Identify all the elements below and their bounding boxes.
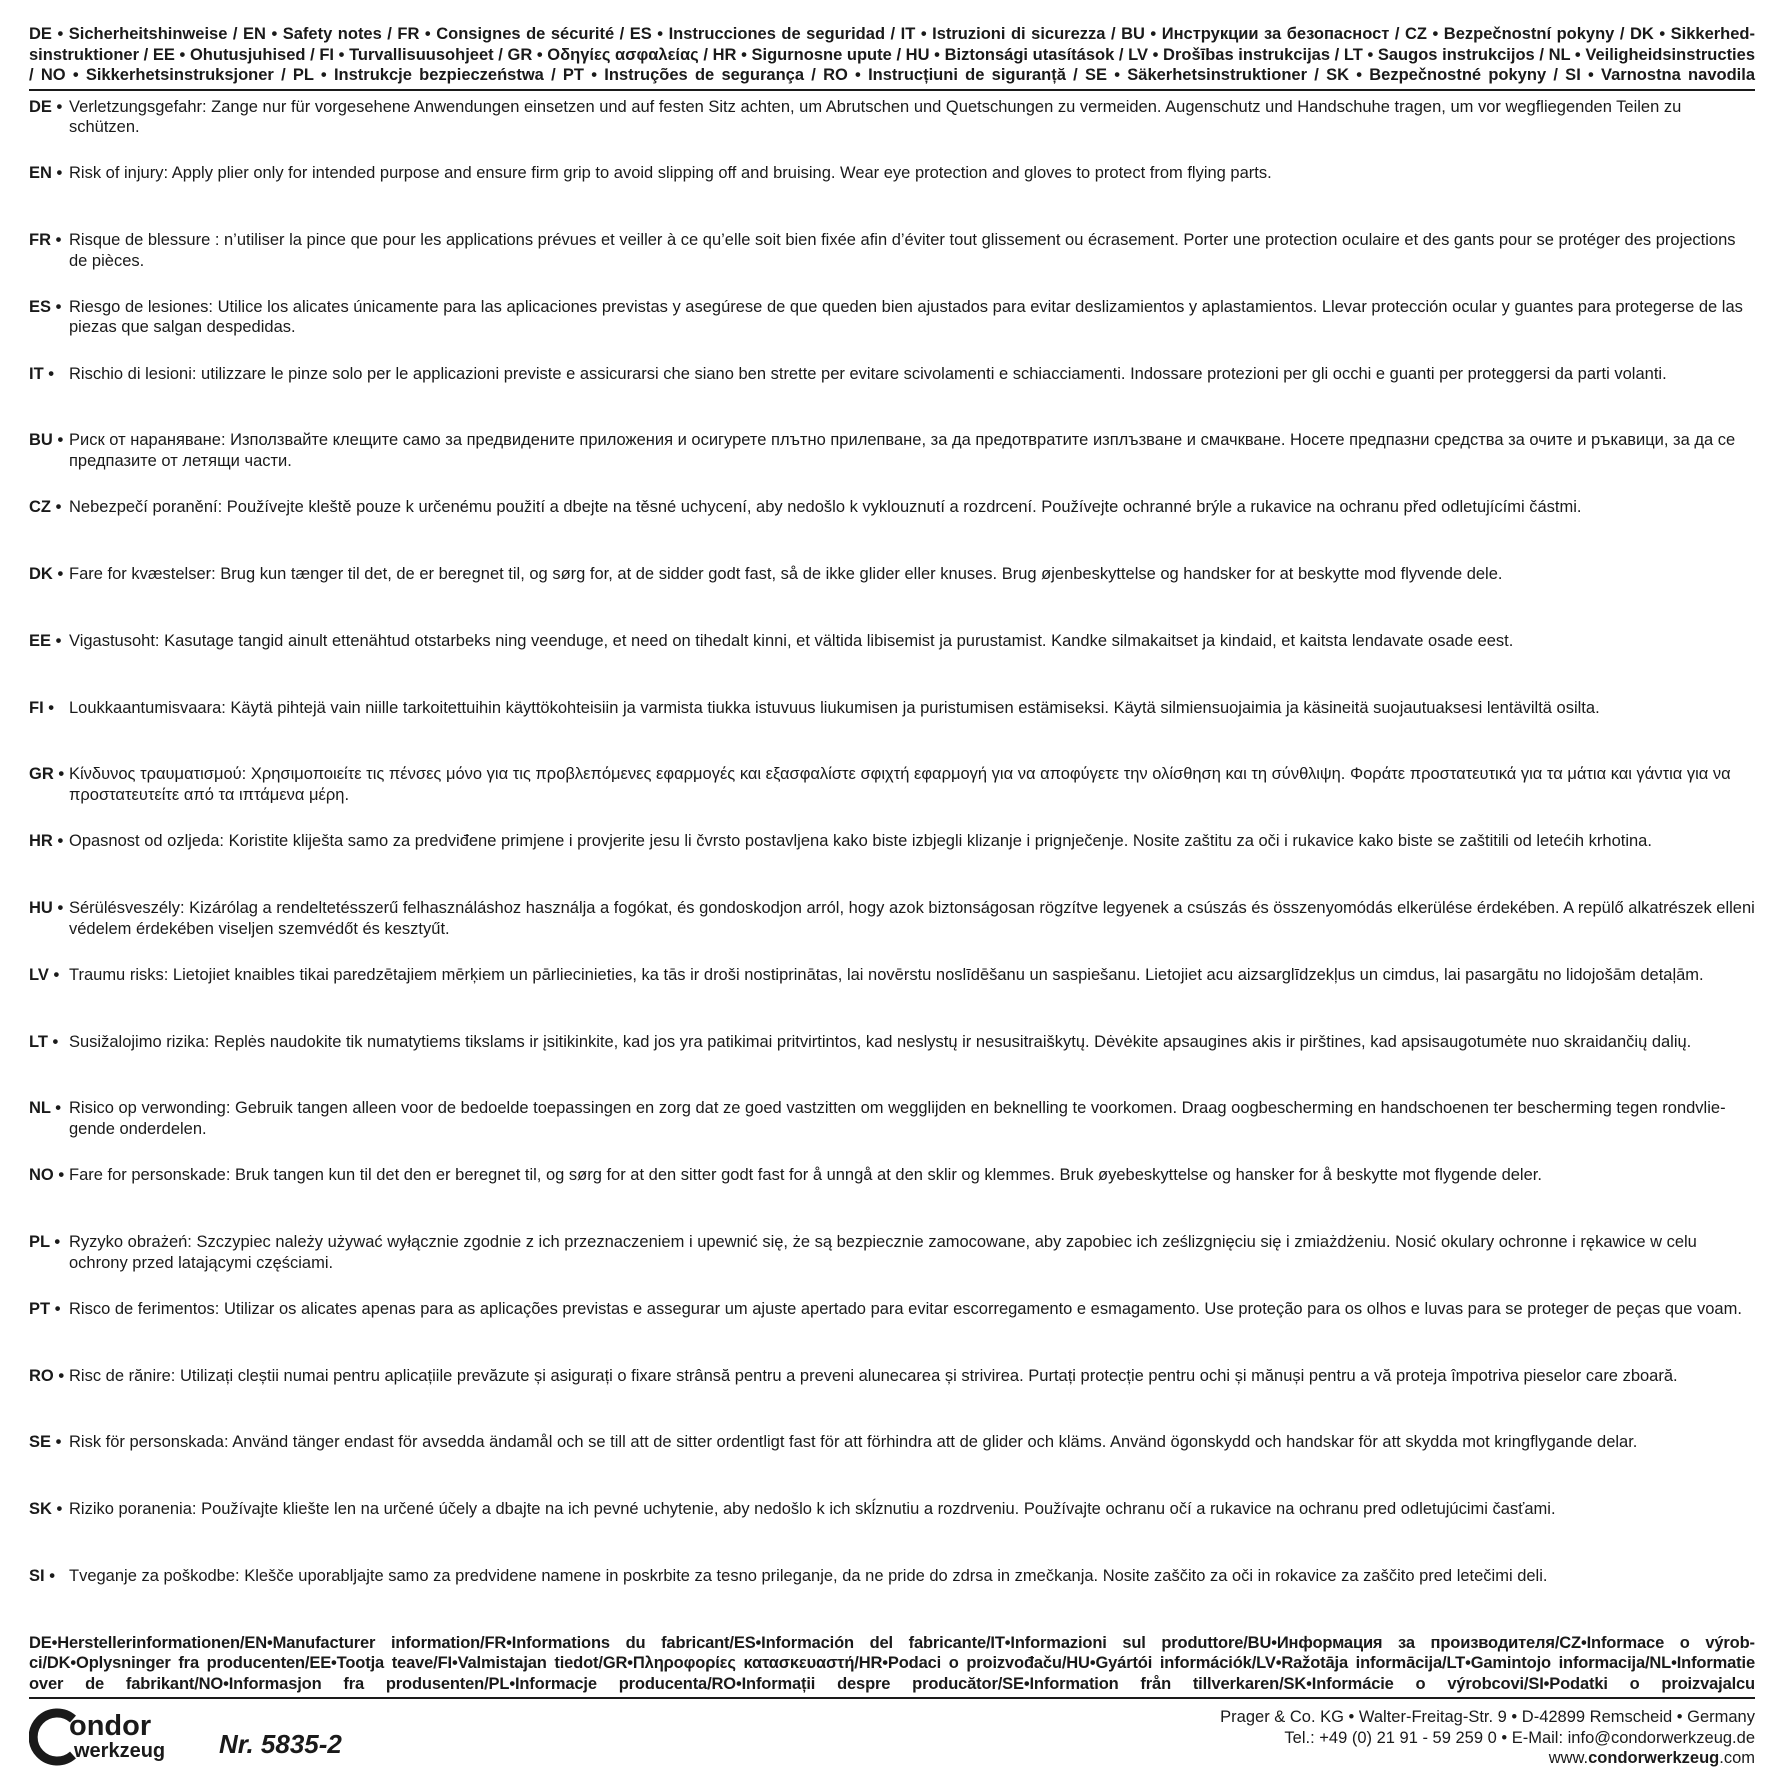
safety-text: Risico op verwonding: Gebruik tangen alleen voor de bedoelde toepassingen en zorg dat ze goed vastzitten om wegglijden en beknelling te voorkomen. Draag oogbescherming en handschoenen ter bescherming tegen rondvliegende onderdelen. <box>69 1099 1726 1138</box>
safety-text: Fare for personskade: Bruk tangen kun til det den er beregnet til, og sørg for at den sitter godt fast for å unngå at den sklir og klemmes. Bruk øyebeskyttelse og hansker for å beskytte mot flygende deler. <box>69 1166 1542 1185</box>
bullet: • <box>55 631 62 650</box>
bullet: • <box>58 765 65 784</box>
bullet: • <box>58 1366 65 1385</box>
website <box>1220 1748 1755 1769</box>
safety-entry-bu <box>29 430 1755 497</box>
language-code <box>29 1366 69 1387</box>
language-code-label: HR <box>29 832 53 851</box>
safety-text: Riziko poranenia: Používajte kliešte len na určené účely a dbajte na ich pevné uchytenie, aby nedošlo k ich skĺznutiu a rozdrveniu. Používajte ochranu očí a rukavice na ochranu pred odletujúcimi časťami. <box>69 1500 1556 1519</box>
safety-text: Riesgo de lesiones: Utilice los alicates únicamente para las aplicaciones previstas y asegúrese de que queden bien ajustados para evitar deslizamientos y aplastamientos. Llevar protección ocular y guantes para protegerse de las piezas que salgan despedidas. <box>69 297 1743 337</box>
bullet: • <box>54 1233 61 1252</box>
safety-text: Risk of injury: Apply plier only for intended purpose and ensure firm grip to avoid slipping off and bruising. Wear eye protection and gloves to protect from flying parts. <box>69 164 1272 183</box>
bullet: • <box>57 832 64 851</box>
bullet: • <box>55 297 62 316</box>
safety-entry-gr <box>29 764 1755 831</box>
safety-text: Susižalojimo rizika: Replės naudokite tik numatytiems tikslams ir įsitikinkite, kad jos yra patikimai pritvirtintos, kad neslystų ir nesusitraiškytų. Dėvėkite apsaugines akis ir pirštines, kad apsisaugotumėte nuo skraidančių dalių. <box>69 1032 1692 1051</box>
bullet: • <box>56 164 63 183</box>
logo-bottom-text: werkzeug <box>74 1740 166 1763</box>
manufacturer-address <box>1220 1707 1755 1769</box>
language-code <box>29 831 69 852</box>
language-code-label: EE <box>29 631 52 650</box>
address-line-2: Tel.: +49 (0) 21 91 - 59 259 0 • E-Mail: info@condorwerkzeug.de <box>1284 1728 1755 1747</box>
header-title: DE • Sicherheitshinweise / EN • Safety notes / FR • Consignes de sécurité / ES • Instrucciones de seguridad / IT • Istruzioni di sicurezza / BU • Инструкции за безопасност / CZ • Bezpečnostní pokyny / DK • Sikkerhedsinstruktioner / EE • Ohutusjuhised / FI • Turvallisuusohjeet / GR • Οδηγίες ασφαλείας / HR • Sigurnosne upute / HU • Biztonsági utasítások / LV • Drošības instrukcijas / LT • Saugos instrukcijos / NL • Veiligheidsinstructies / NO • Sikkerhetsinstruksjoner / PL • Instrukcje bezpieczeństwa / PT • Instruções de segurança / RO • Instrucțiuni de siguranță / SE • Säkerhetsinstruktioner / SK • Bezpečnostné pokyny / SI • Varnostna navodila <box>29 24 1755 91</box>
language-code-label: EN <box>29 164 52 183</box>
language-code-label: PL <box>29 1233 50 1252</box>
language-code <box>29 1299 69 1320</box>
language-code <box>29 163 69 184</box>
language-code-label: PT <box>29 1299 51 1318</box>
safety-text: Risco de ferimentos: Utilizar os alicates apenas para as aplicações previstas e assegurar um ajuste apertado para evitar escorregamento e esmagamento. Use proteção para os olhos e luvas para se proteger de peças que voam. <box>69 1299 1742 1318</box>
bullet: • <box>58 1166 65 1185</box>
website-suffix: .com <box>1719 1749 1755 1768</box>
safety-text: Ryzyko obrażeń: Szczypiec należy używać wyłącznie zgodnie z ich przeznaczeniem i upewnić się, że są bezpiecznie zamocowane, aby zapobiec ich ześlizgnięciu się i zmiażdżeniu. Nosić okulary ochronne i rękawice w celu ochrony przed latającymi częściami. <box>69 1233 1697 1272</box>
bullet: • <box>49 1567 55 1586</box>
bullet: • <box>55 1099 62 1118</box>
language-code-label: LV <box>29 965 49 984</box>
safety-entry-fr <box>29 230 1755 297</box>
safety-text: Nebezpečí poranění: Používejte kleště pouze k určenému použití a dbejte na těsné uchycení, aby nedošlo k vyklouznutí a rozdrcení. Používejte ochranné brýle a rukavice na ochranu před odletujícími částmi. <box>69 498 1582 517</box>
language-code-label: DE <box>29 97 52 116</box>
language-code-label: SE <box>29 1433 52 1452</box>
language-code-label: GR <box>29 765 54 784</box>
language-code-label: NO <box>29 1166 54 1185</box>
language-code-label: NL <box>29 1099 51 1118</box>
language-code-label: CZ <box>29 498 51 517</box>
language-code-label: FR <box>29 231 51 250</box>
language-code <box>29 1165 69 1186</box>
safety-text: Κίνδυνος τραυματισμού: Χρησιμοποιείτε τις πένσες μόνο για τις προβλεπόμενες εφαρμογές και εξασφαλίστε σφιχτή εφαρμογή για να αποφύγετε την ολίσθηση και τη σύνθλιψη. Φοράτε προστατευτικά για τα μάτια και γάντια για να προστατευτείτε από τα ιπτάμενα μέρη. <box>69 765 1731 804</box>
language-code-label: SK <box>29 1500 52 1519</box>
language-code-label: BU <box>29 431 53 450</box>
safety-text: Opasnost od ozljeda: Koristite kliješta samo za predviđene primjene i provjerite jesu li čvrsto postavljena kako biste izbjegli klizanje i prignječenje. Nosite zaštitu za oči i rukavice kako biste se zaštitili od letećih krhotina. <box>69 832 1652 851</box>
safety-entry-de <box>29 97 1755 164</box>
safety-text: Risque de blessure : n’utiliser la pince que pour les applications prévues et veiller à ce qu’elle soit bien fixée afin d’éviter tout glissement ou écrasement. Porter une protection oculaire et des gants pour se protéger des projections de pièces. <box>69 231 1736 270</box>
language-code <box>29 631 69 652</box>
language-code <box>29 965 69 986</box>
safety-text: Loukkaantumisvaara: Käytä pihtejä vain niille tarkoitettuihin käyttökohteisiin ja varmista tiukka istuvuus liukumisen ja puristumisen estämiseksi. Käytä silmiensuojaimia ja käsineitä suojautuaksesi lentäviltä osilta. <box>69 698 1600 717</box>
language-code <box>29 430 69 451</box>
safety-entry-ro <box>29 1366 1755 1433</box>
safety-entry-hu <box>29 898 1755 965</box>
language-code-label: LT <box>29 1032 48 1051</box>
bullet: • <box>56 97 63 116</box>
safety-text: Verletzungsgefahr: Zange nur für vorgesehene Anwendungen einsetzen und auf festen Sitz achten, um Abrutschen und Quetschungen zu vermeiden. Augenschutz und Handschuhe tragen, um vor wegfliegenden Teilen zu schützen. <box>69 97 1682 136</box>
condor-logo-icon <box>29 1705 209 1767</box>
language-code-label: FI <box>29 698 44 717</box>
safety-entry-es <box>29 297 1755 364</box>
language-code-label: SI <box>29 1567 45 1586</box>
language-code <box>29 764 69 785</box>
language-code <box>29 564 69 585</box>
bullet: • <box>55 231 62 250</box>
safety-text: Rischio di lesioni: utilizzare le pinze solo per le applicazioni previste e assicurarsi che siano ben strette per evitare scivolamenti e schiacciamenti. Indossare protezioni per gli occhi e guanti per proteggersi da parti volanti. <box>69 364 1667 383</box>
safety-entry-pl <box>29 1232 1755 1299</box>
safety-entries <box>29 97 1755 1633</box>
safety-text: Risk för personskada: Använd tänger endast för avsedda ändamål och se till att de sitter ordentligt fast för att förhindra att de glider och kläms. Använd ögonskydd och handskar för att skydda mot kringflygande delar. <box>69 1433 1638 1452</box>
bullet: • <box>52 1032 59 1051</box>
language-code <box>29 1032 69 1053</box>
language-code <box>29 1098 69 1119</box>
language-code <box>29 297 69 318</box>
language-code <box>29 898 69 919</box>
safety-text: Fare for kvæstelser: Brug kun tænger til det, de er beregnet til, og sørg for, at de sidder godt fast, så de ikke glider eller knuses. Brug øjenbeskyttelse og handsker for at beskytte mod flyvende dele. <box>69 565 1503 584</box>
safety-text: Sérülésveszély: Kizárólag a rendeltetésszerű felhasználáshoz használja a fogókat, és gondoskodjon arról, hogy azok biztonságosan rögzítve legyenek a csúszás és összenyomódás elkerülése érdekében. A repülő alkatrészek elleni védelem érdekében viseljen szemvédőt és kesztyűt. <box>69 899 1755 938</box>
model-number: Nr. 5835-2 <box>219 1729 342 1760</box>
logo-top-text: ondor <box>69 1710 152 1743</box>
language-code <box>29 698 69 719</box>
safety-entry-dk <box>29 564 1755 631</box>
bullet: • <box>55 498 62 517</box>
footer <box>29 1699 1755 1779</box>
language-code <box>29 97 69 118</box>
language-code <box>29 1432 69 1453</box>
safety-text: Риск от нараняване: Използвайте клещите само за предвидените приложения и осигурете плътно прилепване, за да предотвратите изплъзване и смачкване. Носете предпазни средства за очите и ръкавици, за да се предпазите от летящи части. <box>69 431 1736 470</box>
safety-entry-si <box>29 1566 1755 1633</box>
safety-entry-fi <box>29 698 1755 765</box>
safety-entry-no <box>29 1165 1755 1232</box>
bullet: • <box>57 899 64 918</box>
safety-entry-sk <box>29 1499 1755 1566</box>
safety-entry-se <box>29 1432 1755 1499</box>
language-code-label: IT <box>29 364 44 383</box>
safety-entry-lv <box>29 965 1755 1032</box>
address-line-1: Prager & Co. KG • Walter-Freitag-Str. 9 • D-42899 Remscheid • Germany <box>1220 1708 1755 1727</box>
bullet: • <box>54 1299 61 1318</box>
safety-text: Vigastusoht: Kasutage tangid ainult ettenähtud otstarbeks ning veenduge, et need on tihedalt kinni, et vältida libisemist ja purustamist. Kandke silmakaitset ja kindaid, et kaitsta lendavate osade eest. <box>69 631 1514 650</box>
safety-entry-ee <box>29 631 1755 698</box>
language-code <box>29 1566 69 1587</box>
safety-entry-it <box>29 364 1755 431</box>
condor-logo <box>29 1705 209 1765</box>
safety-entry-pt <box>29 1299 1755 1366</box>
language-code-label: RO <box>29 1366 54 1385</box>
safety-text: Risc de rănire: Utilizați cleștii numai pentru aplicațiile prevăzute și asigurați o fixare strânsă pentru a preveni alunecarea și strivirea. Purtați protecție pentru ochi și mănuși pentru a vă proteja împotriva pieselor care zboară. <box>69 1366 1678 1385</box>
bullet: • <box>48 698 55 717</box>
safety-entry-cz <box>29 497 1755 564</box>
bullet: • <box>57 565 64 584</box>
bullet: • <box>57 431 64 450</box>
bullet: • <box>55 1433 62 1452</box>
bullet: • <box>48 364 55 383</box>
language-code <box>29 1232 69 1253</box>
safety-entry-nl <box>29 1098 1755 1165</box>
safety-text: Traumu risks: Lietojiet knaibles tikai paredzētajiem mērķiem un pārliecinieties, ka tās ir droši nostiprinātas, lai novērstu noslīdēšanu un saspiešanu. Lietojiet acu aizsarglīdzekļus un cimdus, lai pasargātu no lidojošām detaļām. <box>69 965 1704 984</box>
language-code <box>29 1499 69 1520</box>
safety-entry-hr <box>29 831 1755 898</box>
manufacturer-info-title: DE•Herstellerinformationen/EN•Manufacturer information/FR•Informations du fabricant/ES•Información del fabricante/IT•Informazioni sul produttore/BU•Информация за производителя/CZ•Informace o výrobci/DK•Oplysninger fra producenten/EE•Tootja teave/FI•Valmistajan tiedot/GR•Πληροφορίες κατασκευαστή/HR•Podaci o proizvođaču/HU•Gyártói információk/LV•Ražotāja informācija/LT•Gamintojo informacija/NL•Informatie over de fabrikant/NO•Informasjon fra produsenten/PL•Informacje producenta/RO•Informații despre producător/SE•Information från tillverkaren/SK•Informácie o výrobcovi/SI•Podatki o proizvajalcu <box>29 1633 1755 1700</box>
bullet: • <box>56 1500 63 1519</box>
language-code <box>29 497 69 518</box>
website-domain: condorwerkzeug <box>1588 1749 1720 1768</box>
safety-sheet <box>29 24 1755 1779</box>
safety-entry-lt <box>29 1032 1755 1099</box>
safety-entry-en <box>29 163 1755 230</box>
website-prefix: www. <box>1548 1749 1589 1768</box>
safety-text: Tveganje za poškodbe: Klešče uporabljajte samo za predvidene namene in poskrbite za tesno prileganje, da ne pride do zdrsa in zmečkanja. Nosite zaščito za oči in rokavice za zaščito pred letečimi deli. <box>69 1567 1548 1586</box>
language-code-label: ES <box>29 297 52 316</box>
language-code-label: DK <box>29 565 53 584</box>
bullet: • <box>53 965 60 984</box>
language-code-label: HU <box>29 899 53 918</box>
language-code <box>29 230 69 251</box>
language-code <box>29 364 69 385</box>
